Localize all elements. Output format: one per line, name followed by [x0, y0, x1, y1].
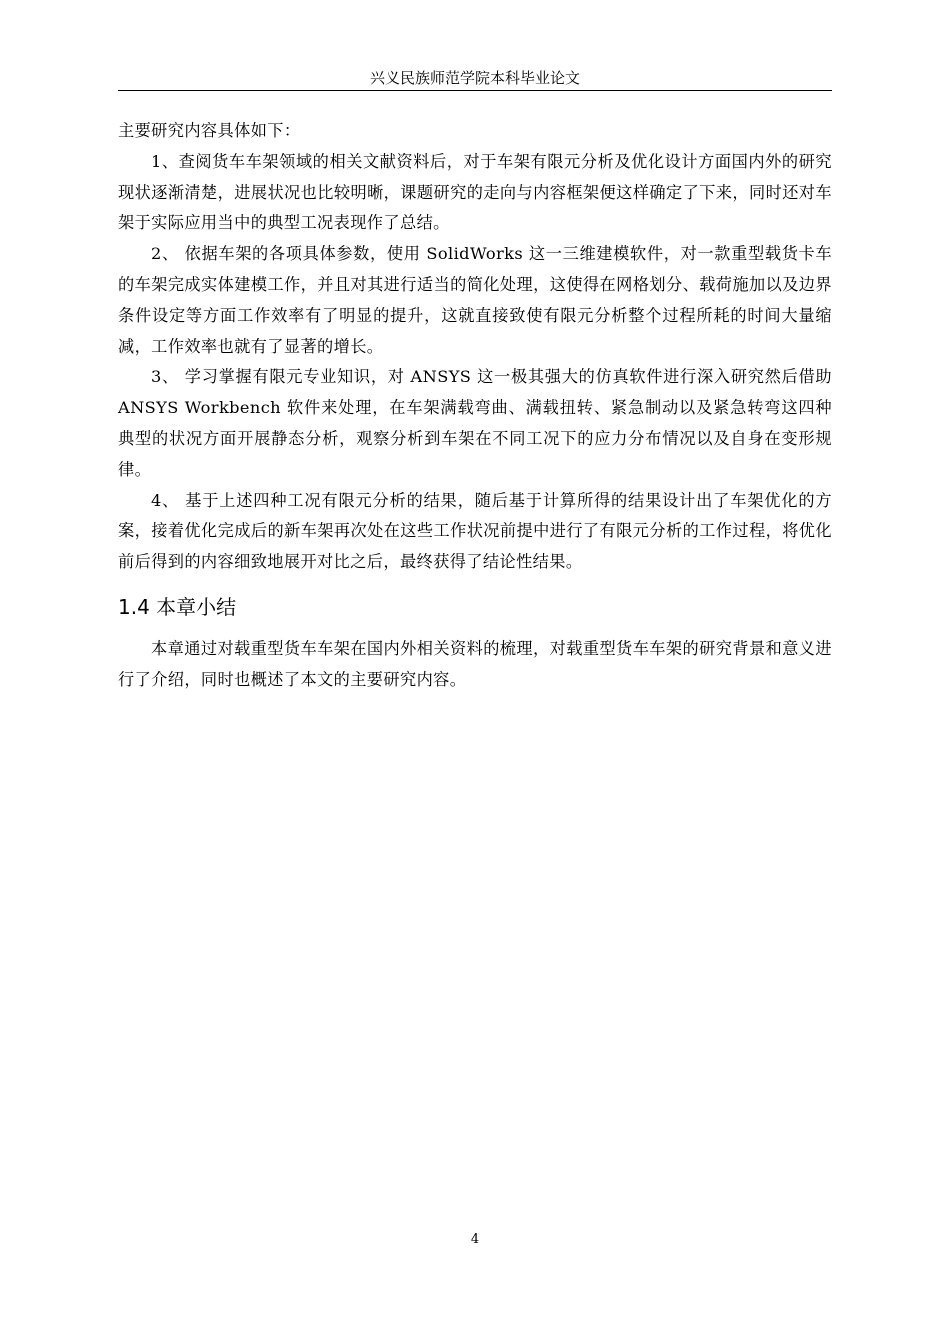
intro-paragraph: 主要研究内容具体如下： [118, 121, 301, 140]
list-item: 3、 学习掌握有限元专业知识，对 ANSYS 这一极其强大的仿真软件进行深入研究然后借助 ANSYS Workbench 软件来处理，在车架满载弯曲、满载扭转、紧急制动以及紧急转弯这四种典型的状况方面开展静态分析，观察分析到车架在不同工况下的应力分布情况以及自身在变形规律。 [118, 367, 832, 479]
list-item: 1、查阅货车车架领域的相关文献资料后，对于车架有限元分析及优化设计方面国内外的研究现状逐渐清楚，进展状况也比较明晰，课题研究的走向与内容框架便这样确定了下来，同时还对车架于实际应用当中的典型工况表现作了总结。 [118, 151, 832, 233]
running-header [118, 68, 832, 91]
document-body [118, 116, 832, 696]
list-item: 4、 基于上述四种工况有限元分析的结果，随后基于计算所得的结果设计出了车架优化的方案，接着优化完成后的新车架再次处在这些工作状况前提中进行了有限元分析的工作过程，将优化前后得到的内容细致地展开对比之后，最终获得了结论性结果。 [118, 490, 832, 572]
section-heading: 1.4 本章小结 [118, 594, 237, 619]
page-number: 4 [470, 1232, 480, 1247]
summary-paragraph: 本章通过对载重型货车车架在国内外相关资料的梳理，对载重型货车车架的研究背景和意义进行了介绍，同时也概述了本文的主要研究内容。 [118, 638, 832, 689]
list-item: 2、 依据车架的各项具体参数，使用 SolidWorks 这一三维建模软件，对一款重型载货卡车的车架完成实体建模工作，并且对其进行适当的简化处理，这使得在网格划分、载荷施加以及边界条件设定等方面工作效率有了明显的提升，这就直接致使有限元分析整个过程所耗的时间大量缩减，工作效率也就有了显著的增长。 [118, 244, 832, 356]
header-title: 兴义民族师范学院本科毕业论文 [369, 69, 580, 87]
